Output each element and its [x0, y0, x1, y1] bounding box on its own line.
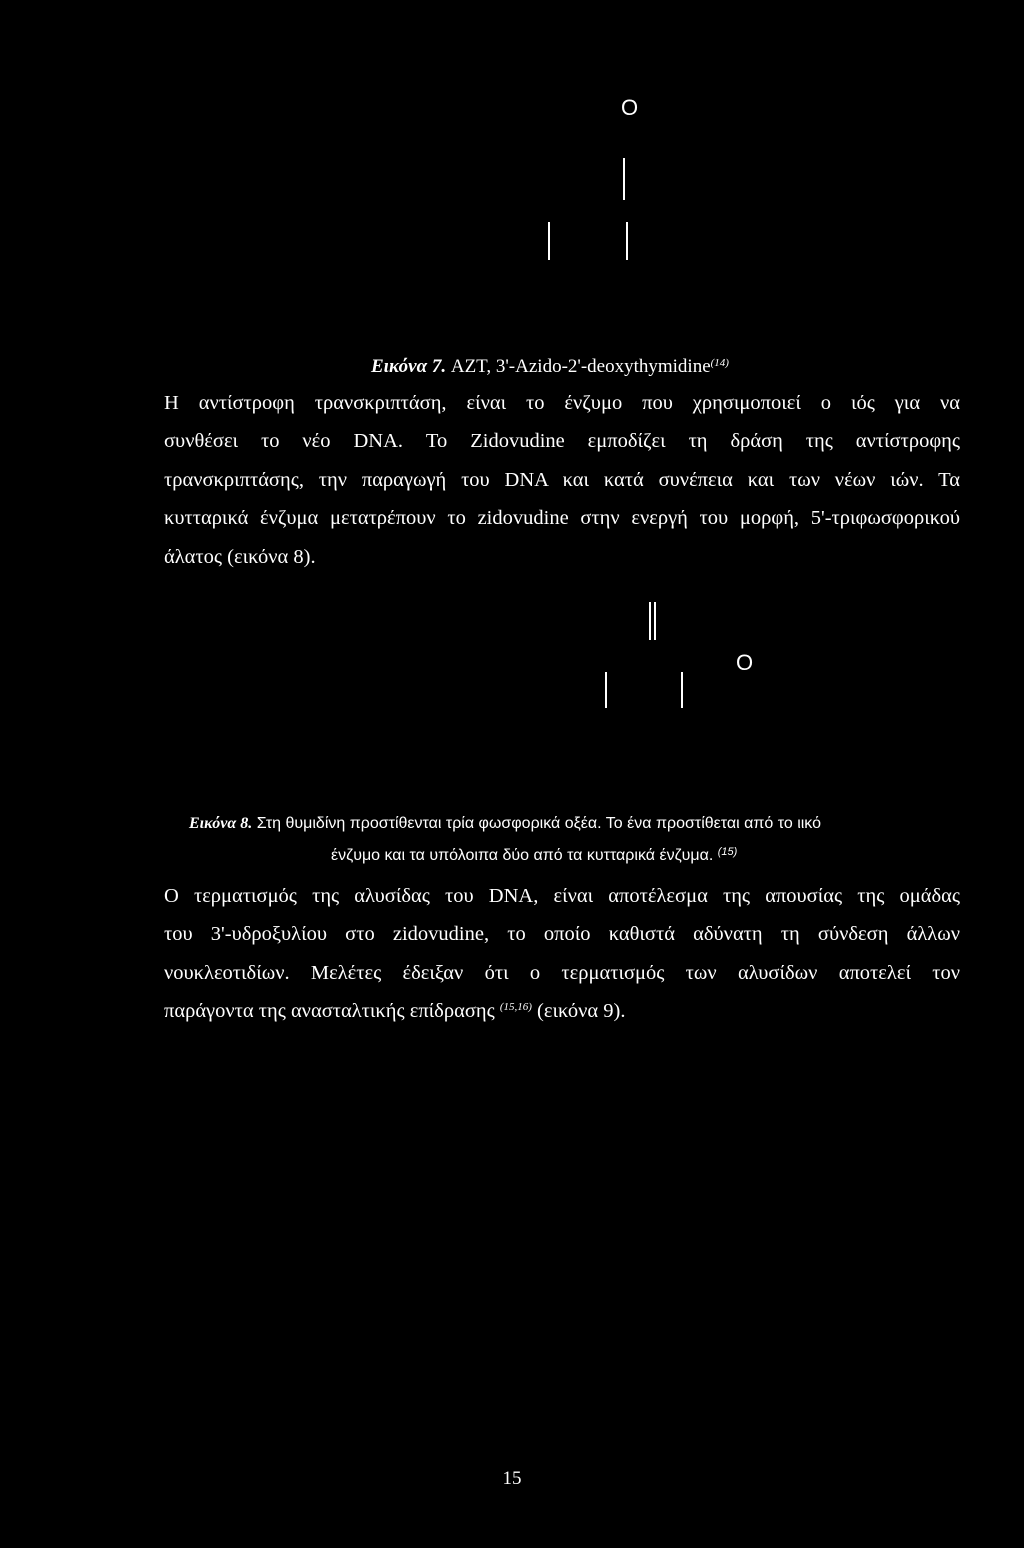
paragraph-line: τρανσκριπτάσης, την παραγωγή του DNA και κατά συνέπεια και των νέων ιών. Τα [164, 469, 960, 491]
figure7-reference: (14) [710, 357, 729, 369]
figure8-reference: (15) [717, 846, 738, 858]
page-number: 15 [502, 1468, 522, 1489]
figure8-caption-label: Εικόνα 8. [189, 815, 253, 832]
paragraph-line: άλατος (εικόνα 8). [164, 546, 316, 568]
figure7-caption [371, 355, 729, 379]
figure8-double-bond-line [654, 602, 656, 640]
paragraph-reference: (15,16) [499, 1001, 532, 1013]
figure8-caption-line-2 [331, 845, 737, 867]
figure8-double-bond-line [649, 602, 651, 640]
figure7-caption-label: Εικόνα 7. [371, 356, 447, 377]
paragraph-line [164, 996, 960, 1026]
paragraph-line: κυτταρικά ένζυμα μετατρέπουν το zidovudine στην ενεργή του μορφή, 5'-τριφωσφορικού [164, 507, 960, 529]
figure8-bond-line [605, 672, 607, 708]
paragraph-line: νουκλεοτιδίων. Μελέτες έδειξαν ότι ο τερματισμός των αλυσίδων αποτελεί τον [164, 962, 960, 984]
figure8-bond-line [681, 672, 683, 708]
paragraph-line: Η αντίστροφη τρανσκριπτάση, είναι το ένζυμο που χρησιμοποιεί ο ιός για να [164, 392, 960, 414]
figure8-caption-text: ένζυμο και τα υπόλοιπα δύο από τα κυτταρικά ένζυμα. [331, 847, 718, 864]
figure7-oxygen-atom: O [621, 95, 639, 120]
figure8-oxygen-atom: O [736, 650, 754, 675]
figure8-caption-text: Στη θυμιδίνη προστίθενται τρία φωσφορικά οξέα. Το ένα προστίθεται από το ιικό [252, 815, 821, 832]
paragraph-text: (εικόνα 9). [531, 1000, 626, 1022]
figure7-bond-line [548, 222, 550, 260]
figure7-caption-text: AZT, 3'-Azido-2'-deoxythymidine [446, 356, 711, 377]
figure8-caption-line-1 [189, 813, 821, 835]
figure7-bond-line [626, 222, 628, 260]
paragraph-text: παράγοντα της ανασταλτικής επίδρασης [164, 1000, 500, 1022]
figure7-bond-line [623, 158, 625, 200]
paragraph-line: συνθέσει το νέο DNA. Το Zidovudine εμποδίζει τη δράση της αντίστροφης [164, 430, 960, 452]
paragraph-line: του 3'-υδροξυλίου στο zidovudine, το οποίο καθιστά αδύνατη τη σύνδεση άλλων [164, 923, 960, 945]
paragraph-line: Ο τερματισμός της αλυσίδας του DNA, είναι αποτέλεσμα της απουσίας της ομάδας [164, 885, 960, 907]
